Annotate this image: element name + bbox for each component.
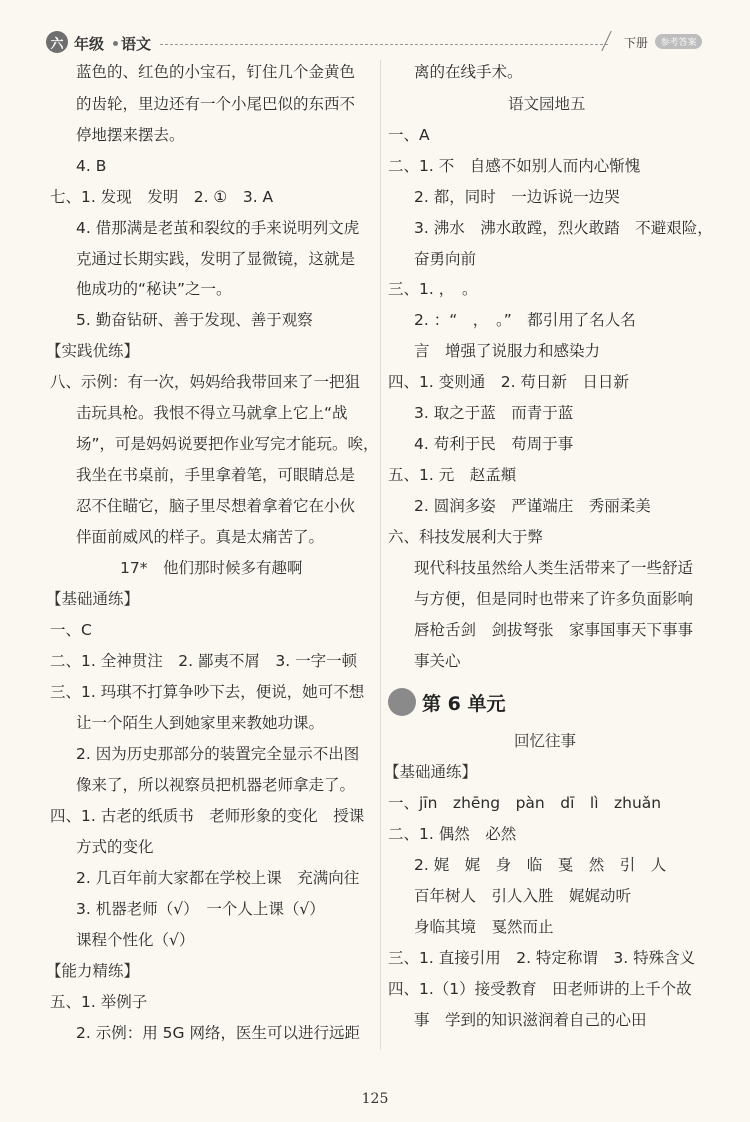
text-line: 他成功的“秘诀”之一。 bbox=[76, 280, 232, 298]
text-line: 击玩具枪。我恨不得立马就拿上它上“战 bbox=[76, 404, 348, 422]
text-line: 三、1. 玛琪不打算争吵下去，便说，她可不想 bbox=[50, 683, 365, 701]
text-line: 百年树人 引人入胜 娓娓动听 bbox=[414, 887, 632, 905]
text-line: 2. 几百年前大家都在学校上课 充满向往 bbox=[76, 869, 360, 887]
text-line: 场”，可是妈妈说要把作业写完才能玩。唉， bbox=[76, 435, 379, 453]
text-line: 蓝色的、红色的小宝石，钉住几个金黄色 bbox=[76, 63, 356, 81]
section-tag: 【基础通练】 bbox=[384, 763, 478, 781]
lesson-title: 17* 他们那时候多有趣啊 bbox=[120, 559, 303, 577]
text-line: 方式的变化 bbox=[76, 838, 154, 856]
text-line: 一、C bbox=[50, 621, 92, 639]
text-line: 一、A bbox=[388, 126, 430, 144]
section-tag: 【基础通练】 bbox=[46, 590, 140, 608]
text-line: 3. 沸水 沸水敢蹚，烈火敢踏 不避艰险， bbox=[414, 219, 713, 237]
text-line: 奋勇向前 bbox=[414, 250, 477, 268]
text-line: 4. B bbox=[76, 157, 107, 175]
text-line: 四、1.（1）接受教育 田老师讲的上千个故 bbox=[388, 980, 692, 998]
text-line: 八、示例：有一次，妈妈给我带回来了一把狙 bbox=[50, 373, 361, 391]
text-line: 言 增强了说服力和感染力 bbox=[414, 342, 601, 360]
text-line: 4. 借那满是老茧和裂纹的手来说明列文虎 bbox=[76, 219, 360, 237]
text-line: 唇枪舌剑 剑拔弩张 家事国事天下事事 bbox=[414, 621, 694, 639]
text-line: 2. 因为历史那部分的装置完全显示不出图 bbox=[76, 745, 360, 763]
unit-title: 第 6 单元 bbox=[422, 692, 506, 715]
text-line: 二、1. 全神贯注 2. 鄙夷不屑 3. 一字一顿 bbox=[50, 652, 358, 670]
text-line: 2. 都，同时 一边诉说一边哭 bbox=[414, 188, 620, 206]
text-line: 像来了，所以视察员把机器老师拿走了。 bbox=[76, 776, 356, 794]
text-line: 四、1. 古老的纸质书 老师形象的变化 授课 bbox=[50, 807, 365, 825]
text-line: 伴面前威风的样子。真是太痛苦了。 bbox=[76, 528, 325, 546]
answer-badge: 参考答案 bbox=[655, 34, 702, 49]
grade-label: 年级 bbox=[74, 35, 105, 53]
grade-badge: 六 bbox=[46, 31, 68, 53]
text-line: 与方便，但是同时也带来了许多负面影响 bbox=[414, 590, 694, 608]
text-line: 五、1. 元 赵孟頫 bbox=[388, 466, 517, 484]
text-line: 课程个性化（√） bbox=[76, 931, 195, 949]
text-line: 三、1. ， 。 bbox=[388, 280, 478, 298]
text-line: 一、jīn zhēng pàn dī lì zhuǎn bbox=[388, 794, 662, 812]
text-line: 3. 机器老师（√） 一个人上课（√） bbox=[76, 900, 325, 918]
section-title: 回忆往事 bbox=[514, 732, 577, 750]
text-line: 4. 苟利于民 苟周于事 bbox=[414, 435, 574, 453]
text-line: 停地摆来摆去。 bbox=[76, 126, 185, 144]
text-line: 四、1. 变则通 2. 苟日新 日日新 bbox=[388, 373, 629, 391]
section-tag: 【能力精练】 bbox=[46, 962, 140, 980]
text-line: 七、1. 发现 发明 2. ① 3. A bbox=[50, 188, 274, 206]
text-line: 忍不住瞄它，脑子里尽想着拿着它在小伙 bbox=[76, 497, 356, 515]
section-title: 语文园地五 bbox=[508, 95, 586, 113]
column-divider bbox=[380, 60, 381, 1050]
text-line: 5. 勤奋钻研、善于发现、善于观察 bbox=[76, 311, 313, 329]
text-line: 现代科技虽然给人类生活带来了一些舒适 bbox=[414, 559, 694, 577]
header-rule bbox=[160, 44, 608, 45]
page-number: 125 bbox=[361, 1091, 389, 1107]
text-line: 的齿轮，里边还有一个小尾巴似的东西不 bbox=[76, 95, 356, 113]
text-line: 2. ：“ ， 。” 都引用了名人名 bbox=[414, 311, 636, 329]
unit-header bbox=[388, 688, 505, 716]
text-line: 2. 圆润多姿 严谨端庄 秀丽柔美 bbox=[414, 497, 651, 515]
text-line: 事关心 bbox=[414, 652, 461, 670]
text-line: 3. 取之于蓝 而青于蓝 bbox=[414, 404, 574, 422]
text-line: 事 学到的知识滋润着自己的心田 bbox=[414, 1011, 647, 1029]
text-line: 六、科技发展利大于弊 bbox=[388, 528, 544, 546]
section-tag: 【实践优练】 bbox=[46, 342, 140, 360]
text-line: 二、1. 不 自感不如别人而内心惭愧 bbox=[388, 157, 641, 175]
text-line: 离的在线手术。 bbox=[414, 63, 523, 81]
text-line: 克通过长期实践，发明了显微镜，这就是 bbox=[76, 250, 356, 268]
header-slash bbox=[601, 31, 611, 51]
text-line: 我坐在书桌前，手里拿着笔，可眼睛总是 bbox=[76, 466, 356, 484]
separator-dot bbox=[113, 41, 118, 46]
subject-label: 语文 bbox=[121, 35, 152, 53]
text-line: 让一个陌生人到她家里来教她功课。 bbox=[76, 714, 325, 732]
text-line: 五、1. 举例子 bbox=[50, 993, 148, 1011]
text-line: 2. 示例：用 5G 网络，医生可以进行远距 bbox=[76, 1024, 360, 1042]
volume-label: 下册 bbox=[624, 36, 649, 50]
text-line: 二、1. 偶然 必然 bbox=[388, 825, 517, 843]
page-header bbox=[0, 0, 750, 60]
text-line: 身临其境 戛然而止 bbox=[414, 918, 554, 936]
text-line: 三、1. 直接引用 2. 特定称谓 3. 特殊含义 bbox=[388, 949, 696, 967]
unit-circle-icon bbox=[388, 688, 416, 716]
text-line: 2. 娓 娓 身 临 戛 然 引 人 bbox=[414, 856, 667, 874]
